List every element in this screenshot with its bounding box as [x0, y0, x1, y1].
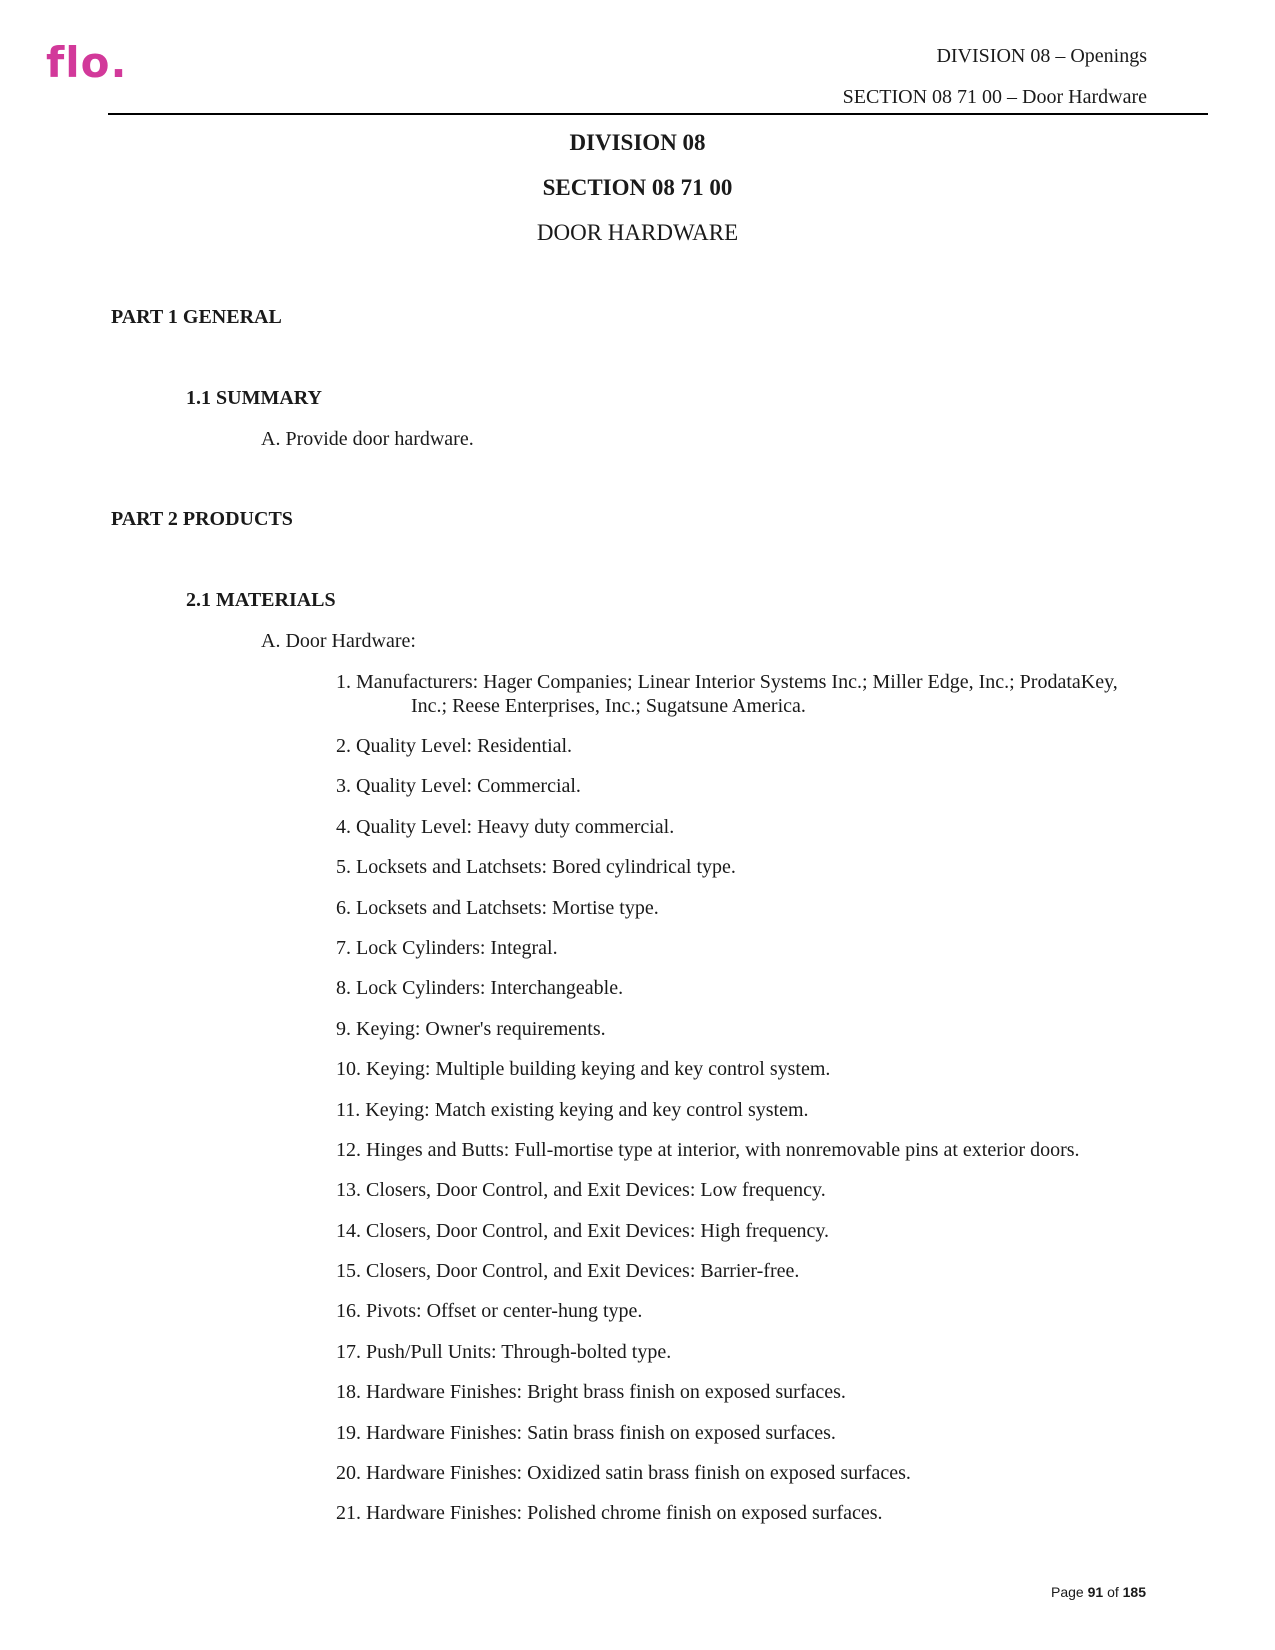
- part1-heading: PART 1 GENERAL: [111, 306, 282, 328]
- list-item: 11. Keying: Match existing keying and key control system.: [336, 1098, 809, 1121]
- list-item: 7. Lock Cylinders: Integral.: [336, 936, 558, 959]
- list-item: 12. Hinges and Butts: Full-mortise type at interior, with nonremovable pins at exterior doors.: [336, 1138, 1080, 1161]
- list-item: 14. Closers, Door Control, and Exit Devices: High frequency.: [336, 1219, 830, 1242]
- list-item: 4. Quality Level: Heavy duty commercial.: [336, 815, 675, 838]
- hardware-list: [336, 670, 1166, 1542]
- list-item: 18. Hardware Finishes: Bright brass finish on exposed surfaces.: [336, 1381, 846, 1404]
- list-item: 17. Push/Pull Units: Through-bolted type.: [336, 1340, 672, 1363]
- list-item: 8. Lock Cylinders: Interchangeable.: [336, 977, 624, 1000]
- materials-paragraph: A. Door Hardware:: [261, 630, 416, 652]
- list-item: 13. Closers, Door Control, and Exit Devices: Low frequency.: [336, 1179, 826, 1202]
- page-number: 91: [1087, 1584, 1104, 1600]
- list-item: 2. Quality Level: Residential.: [336, 735, 573, 757]
- list-item: 21. Hardware Finishes: Polished chrome finish on exposed surfaces.: [336, 1502, 883, 1525]
- list-item: 3. Quality Level: Commercial.: [336, 775, 581, 798]
- list-item: 5. Locksets and Latchsets: Bored cylindrical type.: [336, 856, 736, 879]
- list-item-line: 1. Manufacturers: Hager Companies; Linear Interior Systems Inc.; Miller Edge, Inc.; ProdataKey,: [336, 671, 1118, 693]
- of-label: of: [1107, 1584, 1119, 1600]
- header-section: SECTION 08 71 00 – Door Hardware: [842, 86, 1147, 108]
- article-materials: 2.1 MATERIALS: [186, 589, 336, 611]
- title-section: SECTION 08 71 00: [542, 175, 733, 200]
- title-division: DIVISION 08: [569, 130, 706, 155]
- title-name: DOOR HARDWARE: [536, 220, 739, 245]
- summary-paragraph: A. Provide door hardware.: [261, 428, 474, 450]
- company-logo: flo.: [46, 38, 128, 87]
- list-item: 9. Keying: Owner's requirements.: [336, 1017, 606, 1040]
- header-rule: [108, 113, 1208, 115]
- list-item: 16. Pivots: Offset or center-hung type.: [336, 1300, 643, 1323]
- list-item: 6. Locksets and Latchsets: Mortise type.: [336, 896, 659, 919]
- page-label: Page: [1051, 1584, 1084, 1600]
- part2-heading: PART 2 PRODUCTS: [111, 508, 293, 530]
- page-footer: [1051, 1584, 1146, 1600]
- list-item: 10. Keying: Multiple building keying and key control system.: [336, 1058, 831, 1081]
- list-item: 20. Hardware Finishes: Oxidized satin brass finish on exposed surfaces.: [336, 1462, 911, 1485]
- article-summary: 1.1 SUMMARY: [186, 387, 322, 409]
- list-item: 15. Closers, Door Control, and Exit Devices: Barrier-free.: [336, 1260, 800, 1283]
- list-item: 19. Hardware Finishes: Satin brass finish on exposed surfaces.: [336, 1421, 836, 1444]
- list-item: [336, 670, 1166, 718]
- list-item-continuation: Inc.; Reese Enterprises, Inc.; Sugatsune America.: [411, 695, 806, 717]
- header-division: DIVISION 08 – Openings: [936, 45, 1147, 67]
- page-total: 185: [1122, 1584, 1146, 1600]
